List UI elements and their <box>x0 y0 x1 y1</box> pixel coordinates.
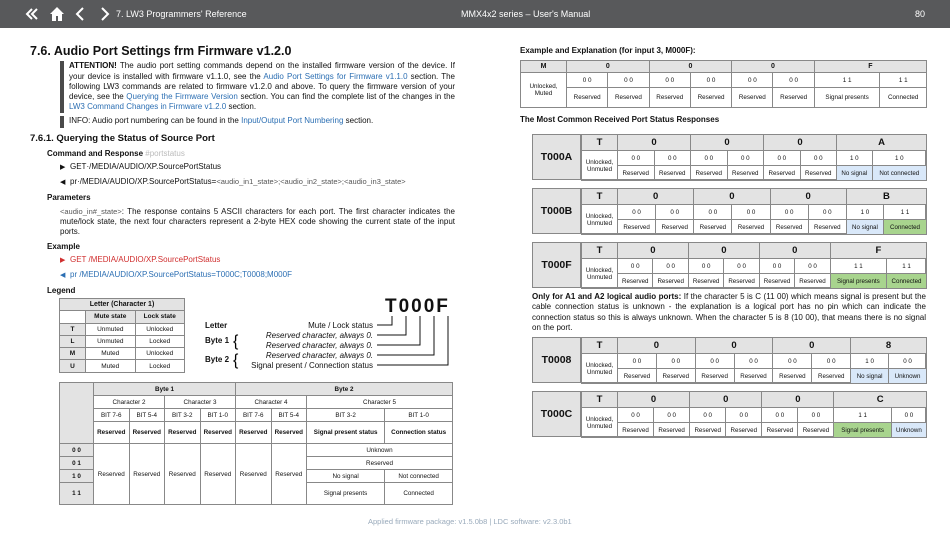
th-bit: BIT 3-2 <box>165 409 201 422</box>
bit-cell: 0 0 <box>759 259 794 274</box>
table-cell: T <box>60 323 86 335</box>
bit-cell: 0 0 <box>608 73 649 88</box>
signal-cell: Signal presents <box>830 274 886 289</box>
info-text: INFO: Audio port numbering can be found in the <box>69 115 242 125</box>
th-char: T <box>582 243 618 259</box>
th-char: 0 <box>695 338 773 354</box>
th-char: 0 <box>618 135 691 151</box>
example-label: Example <box>47 241 80 251</box>
info-text: section. <box>343 115 374 125</box>
meaning-cell: Reserved <box>726 423 762 438</box>
bit-cell: 0 0 <box>770 205 808 220</box>
bit-cell: 1 0 <box>851 354 889 369</box>
th-bit: BIT 7-6 <box>236 409 272 422</box>
meaning-cell: Reserved <box>764 166 801 181</box>
bit-cell: 0 0 <box>653 259 688 274</box>
meaning-cell: Reserved <box>690 88 731 108</box>
connection-cell: Not connected <box>872 166 926 181</box>
meaning-cell: Reserved <box>618 369 657 384</box>
th-char5: Character 5 <box>307 396 453 409</box>
th-reserved: Reserved <box>94 422 130 444</box>
th-byte2: Byte 2 <box>236 383 453 396</box>
meaning-cell: Reserved <box>762 423 798 438</box>
th-char: 0 <box>691 135 764 151</box>
bit-cell: 0 0 <box>654 151 691 166</box>
code-cell: 0 1 <box>60 457 94 470</box>
th-char: 0 <box>567 61 650 73</box>
meaning-cell: Reserved <box>808 220 846 235</box>
bit-cell: 0 0 <box>762 408 798 423</box>
meaning-cell: Reserved <box>727 166 764 181</box>
response-code: T000B <box>533 189 581 233</box>
table-cell: Signal presents <box>307 483 385 505</box>
bit-cell: 0 0 <box>656 205 694 220</box>
th-reserved: Reserved <box>236 422 272 444</box>
state-cell: Unlocked, Unmuted <box>582 354 618 384</box>
meaning-cell: Reserved <box>732 88 773 108</box>
code-cell: 1 0 <box>60 470 94 483</box>
meaning-cell: Reserved <box>653 274 688 289</box>
meaning-cell: Reserved <box>773 369 812 384</box>
diagram-byte2-label: Byte 2 <box>205 355 230 364</box>
response-code: T0008 <box>533 338 581 382</box>
bit-cell: 0 0 <box>618 151 655 166</box>
table-cell: Unlocked <box>135 348 185 360</box>
example-response-text: pr /MEDIA/AUDIO/XP.SourcePortStatus=T000C;T0008;M000F <box>70 269 292 279</box>
th-char: F <box>814 61 926 73</box>
top-bar <box>0 0 950 28</box>
th-char: 0 <box>694 189 770 205</box>
th-char: T <box>582 189 618 205</box>
legend-table <box>59 298 185 373</box>
home-icon[interactable] <box>48 5 66 23</box>
table-row <box>60 348 185 360</box>
response-table <box>581 391 927 438</box>
table-cell: Unknown <box>307 444 453 457</box>
bit-cell: 0 0 <box>688 259 723 274</box>
logical-ports-note <box>532 292 926 333</box>
th-char: 0 <box>618 338 696 354</box>
legend-table-title: Letter (Character 1) <box>60 299 185 311</box>
response-table <box>581 337 927 384</box>
th-char3: Character 3 <box>165 396 236 409</box>
bit-cell: 0 0 <box>618 354 657 369</box>
link-command-changes[interactable]: LW3 Command Changes in Firmware v1.2.0 <box>69 102 227 112</box>
meaning-cell: Reserved <box>734 369 773 384</box>
diagram-l3: Reserved character, always 0. <box>265 341 373 350</box>
table-cell: Reserved <box>165 444 201 505</box>
bit-cell: 0 0 <box>798 408 834 423</box>
response-code: T000F <box>533 243 581 287</box>
table-cell: Locked <box>135 360 185 372</box>
get-command <box>60 162 455 174</box>
next-page-icon[interactable] <box>96 5 114 23</box>
th-byte1: Byte 1 <box>94 383 236 396</box>
bit-cell: 0 0 <box>891 408 926 423</box>
th-char: 0 <box>690 392 762 408</box>
bit-cell: 0 0 <box>649 73 690 88</box>
meaning-cell: Reserved <box>795 274 830 289</box>
bit-cell: 0 0 <box>795 259 830 274</box>
signal-cell: No signal <box>851 369 889 384</box>
th-char4: Character 4 <box>236 396 307 409</box>
th-bit: BIT 1-0 <box>385 409 453 422</box>
code-cell: 1 1 <box>60 483 94 505</box>
bit-cell: 0 0 <box>694 205 732 220</box>
th-char: M <box>521 61 567 73</box>
bit-cell: 1 0 <box>872 151 926 166</box>
bit-cell: 0 0 <box>800 151 837 166</box>
th-char: 0 <box>770 189 846 205</box>
bit-cell: 0 0 <box>656 354 695 369</box>
th-char: 0 <box>759 243 830 259</box>
state-cell: Unlocked, Unmuted <box>582 408 618 438</box>
bit-cell: 1 1 <box>887 259 927 274</box>
th-char: F <box>830 243 926 259</box>
table-cell: Reserved <box>307 457 453 470</box>
meaning-cell: Reserved <box>618 166 655 181</box>
response-block <box>532 188 926 234</box>
meaning-cell: Signal presents <box>814 88 880 108</box>
attention-label: ATTENTION! <box>69 61 117 71</box>
attention-text: section. You can find the complete list of the changes in the <box>237 92 456 102</box>
th-char: 0 <box>618 243 689 259</box>
response-text: pr·/MEDIA/AUDIO/XP.SourcePortStatus= <box>70 177 217 187</box>
svg-text:{: { <box>233 333 239 350</box>
attention-text: The audio port setting commands depend on the installed firmware version of the device. If your device is installed with firmware v1.1.0, see the <box>69 61 455 81</box>
meaning-cell: Reserved <box>688 274 723 289</box>
footer: Applied firmware package: v1.5.0b8 | LDC software: v2.3.0b1 <box>368 517 572 526</box>
bit-cell: 0 0 <box>618 259 653 274</box>
meaning-cell: Reserved <box>759 274 794 289</box>
bit-cell: 0 0 <box>734 354 773 369</box>
bit-cell: 0 0 <box>690 73 731 88</box>
table-row <box>60 335 185 347</box>
bit-cell: 0 0 <box>726 408 762 423</box>
meaning-cell: Reserved <box>732 220 770 235</box>
table-cell: Muted <box>86 360 136 372</box>
code-diagram <box>205 296 455 381</box>
connection-cell: Unknown <box>889 369 927 384</box>
response-table <box>581 134 927 181</box>
th-connection: Connection status <box>385 422 453 444</box>
th-char: T <box>582 135 618 151</box>
table-cell: L <box>60 335 86 347</box>
bit-cell: 0 0 <box>808 205 846 220</box>
table-cell: Not connected <box>385 470 453 483</box>
th-reserved: Reserved <box>271 422 307 444</box>
response-params: <audio_in1_state>;<audio_in2_state>;<audio_in3_state> <box>216 177 406 187</box>
previous-page-icon[interactable] <box>72 5 90 23</box>
meaning-cell: Reserved <box>618 220 656 235</box>
meaning-cell: Connected <box>880 88 927 108</box>
state-cell: Unlocked, Unmuted <box>582 259 618 289</box>
bit-cell: 1 0 <box>846 205 883 220</box>
bit-cell: 0 0 <box>732 205 770 220</box>
page-number: 80 <box>914 9 925 19</box>
meaning-cell: Reserved <box>654 423 690 438</box>
state-cell: Unlocked, Unmuted <box>582 205 618 235</box>
svg-text:{: { <box>233 352 239 369</box>
state-cell: Unlocked, Unmuted <box>582 151 618 181</box>
diagram-l1: Mute / Lock status <box>308 321 373 330</box>
meaning-cell: Reserved <box>567 88 608 108</box>
diagram-l4: Reserved character, always 0. <box>265 351 373 360</box>
th-reserved: Reserved <box>200 422 236 444</box>
arrow-right-icon: ▶ <box>60 164 66 172</box>
arrow-left-icon: ◀ <box>60 271 66 279</box>
connection-cell: Connected <box>884 220 927 235</box>
response-code: T000C <box>533 392 581 436</box>
bytes-table <box>59 382 453 505</box>
response-table <box>581 188 927 235</box>
bit-cell: 0 0 <box>618 408 654 423</box>
example-get <box>60 255 455 267</box>
th-reserved: Reserved <box>129 422 165 444</box>
arrow-right-icon: ▶ <box>60 256 66 264</box>
table-cell: Locked <box>135 335 185 347</box>
section-title: 7.6. Audio Port Settings frm Firmware v1.2.0 <box>30 44 292 58</box>
meaning-cell: Reserved <box>800 166 837 181</box>
bit-cell: 1 1 <box>884 205 927 220</box>
th-char: T <box>582 338 618 354</box>
table-cell: U <box>60 360 86 372</box>
th-bit: BIT 5-4 <box>129 409 165 422</box>
connection-cell: Connected <box>887 274 927 289</box>
right-column <box>520 46 927 124</box>
link-query-firmware[interactable]: Querying the Firmware Version <box>126 92 238 102</box>
meaning-cell: Reserved <box>691 166 728 181</box>
note-bold: Only for A1 and A2 logical audio ports: <box>532 292 682 301</box>
manual-title: MMX4x2 series – User's Manual <box>461 9 591 19</box>
left-column <box>30 46 455 296</box>
example-expl-table <box>520 60 927 108</box>
bit-cell: 0 0 <box>724 259 759 274</box>
th-char: 0 <box>732 61 815 73</box>
table-cell: No signal <box>307 470 385 483</box>
diagram-code: T000F <box>385 296 450 317</box>
meaning-cell: Reserved <box>618 423 654 438</box>
table-cell: Reserved <box>129 444 165 505</box>
table-cell: Reserved <box>271 444 307 505</box>
cmd-label <box>47 149 455 159</box>
table-cell: Unmuted <box>86 323 136 335</box>
meaning-cell: Reserved <box>773 88 814 108</box>
bit-cell: 0 0 <box>812 354 851 369</box>
th-bit: BIT 1-0 <box>200 409 236 422</box>
meaning-cell: Reserved <box>656 220 694 235</box>
bit-cell: 0 0 <box>889 354 927 369</box>
table-row <box>60 323 185 335</box>
th-bit: BIT 5-4 <box>271 409 307 422</box>
attention-text: section. The following LW3 commands are related to firmware v1.2.0 and above. To query the firmware version of your device, see the <box>69 71 456 102</box>
info-box <box>60 116 455 128</box>
th-char: C <box>834 392 927 408</box>
bit-cell: 0 0 <box>567 73 608 88</box>
th-signal: Signal present status <box>307 422 385 444</box>
response-line <box>60 177 455 189</box>
table-cell: Reserved <box>200 444 236 505</box>
bit-cell: 1 1 <box>880 73 927 88</box>
bit-cell: 0 0 <box>732 73 773 88</box>
response-block <box>532 391 926 437</box>
cmd-label-text: Command and Response <box>47 149 144 159</box>
diagram-byte1-label: Byte 1 <box>205 336 230 345</box>
response-block <box>532 337 926 383</box>
th-char: 0 <box>764 135 837 151</box>
bit-cell: 1 1 <box>834 408 891 423</box>
meaning-cell: Reserved <box>724 274 759 289</box>
th-bit: BIT 7-6 <box>94 409 130 422</box>
param-description <box>60 207 455 238</box>
th-char: 8 <box>851 338 927 354</box>
cmd-tag: #portstatus <box>145 149 185 159</box>
signal-cell: No signal <box>837 166 873 181</box>
common-responses-title: The Most Common Received Port Status Responses <box>520 115 720 124</box>
diagram-arrows <box>205 296 455 381</box>
meaning-cell: Reserved <box>798 423 834 438</box>
meaning-cell: Reserved <box>608 88 649 108</box>
get-command-text: GET·/MEDIA/AUDIO/XP.SourcePortStatus <box>70 162 222 172</box>
response-table <box>581 242 927 289</box>
th-reserved: Reserved <box>165 422 201 444</box>
bit-cell: 1 1 <box>814 73 880 88</box>
params-label: Parameters <box>47 193 91 203</box>
meaning-cell: Reserved <box>654 166 691 181</box>
diagram-letter-label: Letter <box>205 321 228 330</box>
th-char: 0 <box>762 392 834 408</box>
arrow-left-icon: ◀ <box>60 179 66 187</box>
bit-cell: 0 0 <box>690 408 726 423</box>
response-block <box>532 134 926 180</box>
connection-cell: Unknown <box>891 423 926 438</box>
th-char: T <box>582 392 618 408</box>
code-cell: 0 0 <box>60 444 94 457</box>
th-char: B <box>846 189 926 205</box>
table-row <box>60 360 185 372</box>
diagram-l2: Reserved character, always 0. <box>265 331 373 340</box>
link-port-numbering[interactable]: Input/Output Port Numbering <box>241 115 344 125</box>
th-char: A <box>837 135 927 151</box>
bit-cell: 1 1 <box>830 259 886 274</box>
attention-box <box>60 61 455 112</box>
example-get-text: GET /MEDIA/AUDIO/XP.SourcePortStatus <box>70 254 221 264</box>
bit-cell: 0 0 <box>764 151 801 166</box>
response-code: T000A <box>533 135 581 179</box>
bit-cell: 0 0 <box>695 354 734 369</box>
signal-cell: Signal presents <box>834 423 891 438</box>
table-cell: M <box>60 348 86 360</box>
th-char: 0 <box>618 392 690 408</box>
th-char: 0 <box>649 61 732 73</box>
table-row <box>60 444 453 457</box>
meaning-cell: Reserved <box>770 220 808 235</box>
note-text: If the character 5 is C (11 00) which means signal is present but the cable connection status is unknown - the explanation is a logical port has no pin which can indicate the connection status so this is always unknown. When the character 5 is 8 (10 00), that means there is no signal on the port. <box>532 292 927 332</box>
bit-cell: 0 0 <box>618 205 656 220</box>
subsection-title: 7.6.1. Querying the Status of Source Port <box>30 132 215 144</box>
meaning-cell: Reserved <box>690 423 726 438</box>
chapter-title: 7. LW3 Programmers' Reference <box>116 9 247 19</box>
example-response <box>60 270 455 282</box>
table-cell: Reserved <box>236 444 272 505</box>
signal-cell: No signal <box>846 220 883 235</box>
table-cell: Unmuted <box>86 335 136 347</box>
link-audio-v110[interactable]: Audio Port Settings for Firmware v1.1.0 <box>263 71 408 81</box>
bit-cell: 0 0 <box>691 151 728 166</box>
th-bit: BIT 3-2 <box>307 409 385 422</box>
meaning-cell: Reserved <box>618 274 653 289</box>
example-expl-title: Example and Explanation (for input 3, M000F): <box>520 46 696 55</box>
meaning-cell: Reserved <box>695 369 734 384</box>
legend-col-mute: Mute state <box>86 311 136 323</box>
table-cell: Unlocked <box>135 323 185 335</box>
meaning-cell: Reserved <box>656 369 695 384</box>
response-block <box>532 242 926 288</box>
param-text: : The response contains 5 ASCII characters for each port. The first character indicates the mute/lock state, the next four characters represent a 2-byte HEX code showing the current state of the input ports. <box>60 206 455 237</box>
back-all-icon[interactable] <box>24 5 42 23</box>
param-name: <audio_in#_state> <box>60 206 122 216</box>
attention-text: section. <box>226 102 257 112</box>
meaning-cell: Reserved <box>694 220 732 235</box>
table-cell: Muted <box>86 348 136 360</box>
bit-cell: 0 0 <box>727 151 764 166</box>
table-cell: Connected <box>385 483 453 505</box>
table-cell: Reserved <box>94 444 130 505</box>
bit-cell: 0 0 <box>654 408 690 423</box>
th-char: 0 <box>773 338 851 354</box>
th-char2: Character 2 <box>94 396 165 409</box>
legend-label: Legend <box>47 285 76 295</box>
th-char: 0 <box>618 189 694 205</box>
th-char: 0 <box>688 243 759 259</box>
meaning-cell: Reserved <box>649 88 690 108</box>
diagram-l5: Signal present / Connection status <box>251 361 373 370</box>
meaning-cell: Reserved <box>812 369 851 384</box>
state-cell: Unlocked, Muted <box>521 73 567 108</box>
bit-cell: 0 0 <box>773 73 814 88</box>
bit-cell: 1 0 <box>837 151 873 166</box>
bit-cell: 0 0 <box>773 354 812 369</box>
legend-col-lock: Lock state <box>135 311 185 323</box>
